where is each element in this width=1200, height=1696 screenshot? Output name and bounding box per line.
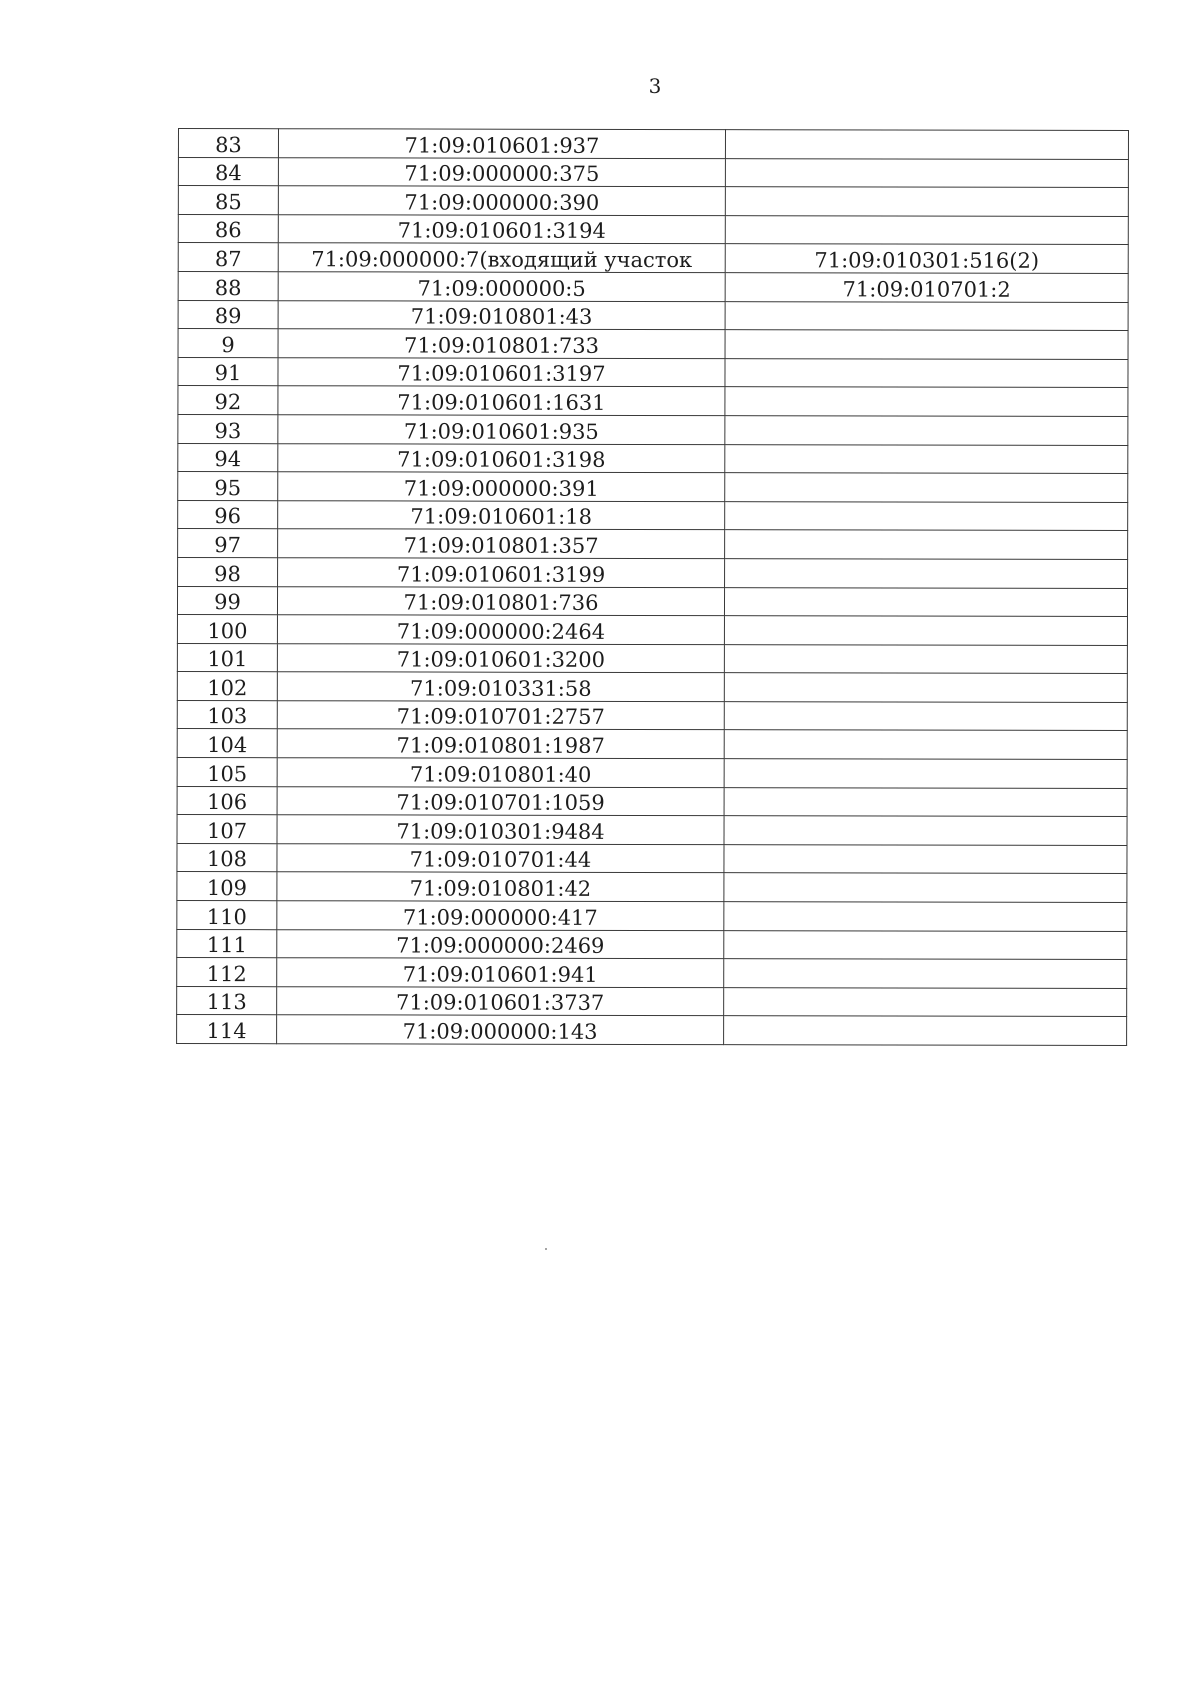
cadastral-number-cell: 71:09:010801:357 [278,529,725,559]
cadastral-number-cell: 71:09:000000:143 [277,1015,724,1045]
row-number-cell: 91 [178,357,278,386]
cadastral-number-cell: 71:09:010601:941 [277,958,724,988]
related-parcel-cell [724,844,1127,873]
related-parcel-cell [725,187,1128,216]
scan-speck [545,1248,547,1250]
row-number-cell: 111 [177,929,277,958]
cadastral-number-cell: 71:09:010331:58 [277,672,724,702]
cadastral-number-cell: 71:09:000000:375 [278,157,725,187]
table-body [177,129,1129,1046]
related-parcel-cell [724,1016,1127,1045]
row-number-cell: 94 [178,443,278,472]
related-parcel-cell [724,587,1127,616]
cadastral-number-cell: 71:09:000000:390 [278,186,725,216]
cadastral-number-cell: 71:09:010601:18 [278,500,725,530]
related-parcel-cell [725,559,1128,588]
row-number-cell: 99 [177,586,277,615]
row-number-cell: 84 [178,157,278,186]
row-number-cell: 92 [178,386,278,415]
related-parcel-cell [724,959,1127,988]
row-number-cell: 85 [178,186,278,215]
row-number-cell: 110 [177,901,277,930]
cadastral-number-cell: 71:09:010601:935 [278,415,725,445]
table-row [177,786,1127,817]
row-number-cell: 114 [177,1015,277,1044]
related-parcel-cell [724,987,1127,1016]
cadastral-number-cell: 71:09:010601:3197 [278,357,725,387]
cadastral-number-cell: 71:09:000000:2464 [277,615,724,645]
related-parcel-cell [725,130,1128,159]
cadastral-number-cell: 71:09:010601:1631 [278,386,725,416]
related-parcel-cell [724,730,1127,759]
related-parcel-cell [725,387,1128,416]
table-row [177,986,1127,1017]
table-row [177,901,1127,932]
related-parcel-cell [725,358,1128,387]
related-parcel-cell [724,787,1127,816]
table-row [177,958,1127,989]
related-parcel-cell [725,215,1128,244]
cadastral-number-cell: 71:09:010601:937 [278,129,725,159]
table-row [178,386,1128,417]
table-row [178,472,1128,503]
cadastral-number-cell: 71:09:010601:3199 [278,558,725,588]
row-number-cell: 102 [177,672,277,701]
cadastral-number-cell: 71:09:010801:736 [277,586,724,616]
table-row [178,186,1128,217]
table-row [178,214,1128,245]
row-number-cell: 107 [177,815,277,844]
table-row [178,500,1128,531]
row-number-cell: 98 [178,557,278,586]
table-row [178,271,1128,302]
cadastral-number-cell: 71:09:000000:5 [278,272,725,302]
table-row [178,129,1128,160]
cadastral-number-cell: 71:09:010301:9484 [277,815,724,845]
table-row [177,1015,1127,1046]
related-parcel-cell [724,873,1127,902]
related-parcel-cell [725,330,1128,359]
table-row [177,758,1127,789]
related-parcel-cell [725,158,1128,187]
related-parcel-cell [724,930,1127,959]
row-number-cell: 87 [178,243,278,272]
cadastral-number-cell: 71:09:010801:40 [277,758,724,788]
related-parcel-cell [724,616,1127,645]
table-row [178,414,1128,445]
related-parcel-cell: 71:09:010701:2 [725,273,1128,302]
cadastral-number-cell: 71:09:010601:3198 [278,443,725,473]
cadastral-number-cell: 71:09:010801:43 [278,300,725,330]
row-number-cell: 108 [177,843,277,872]
related-parcel-cell [725,473,1128,502]
row-number-cell: 112 [177,958,277,987]
related-parcel-cell [724,759,1127,788]
row-number-cell: 89 [178,300,278,329]
cadastral-number-cell: 71:09:010801:1987 [277,729,724,759]
row-number-cell: 95 [178,472,278,501]
row-number-cell: 105 [177,758,277,787]
cadastral-number-cell: 71:09:010701:44 [277,844,724,874]
cadastral-number-cell: 71:09:010601:3200 [277,643,724,673]
row-number-cell: 93 [178,414,278,443]
table-row [178,300,1128,331]
table-row [178,529,1128,560]
cadastral-number-cell: 71:09:000000:391 [278,472,725,502]
row-number-cell: 101 [177,643,277,672]
related-parcel-cell [724,702,1127,731]
row-number-cell: 9 [178,329,278,358]
table-row [177,843,1127,874]
related-parcel-cell: 71:09:010301:516(2) [725,244,1128,273]
cadastral-table [176,128,1129,1046]
table-row [178,329,1128,360]
cadastral-number-cell: 71:09:000000:417 [277,901,724,931]
related-parcel-cell [725,301,1128,330]
cadastral-number-cell: 71:09:000000:2469 [277,929,724,959]
table-row [177,929,1127,960]
cadastral-number-cell: 71:09:010701:1059 [277,786,724,816]
table-row [177,672,1127,703]
table-row [178,443,1128,474]
table-row [177,729,1127,760]
related-parcel-cell [725,530,1128,559]
row-number-cell: 109 [177,872,277,901]
page-number: 3 [648,74,662,98]
related-parcel-cell [724,644,1127,673]
table-row [177,643,1127,674]
row-number-cell: 83 [178,129,278,158]
related-parcel-cell [725,501,1128,530]
table-row [178,243,1128,274]
related-parcel-cell [725,416,1128,445]
row-number-cell: 96 [178,500,278,529]
row-number-cell: 86 [178,214,278,243]
table-row [177,615,1127,646]
table-row [178,357,1128,388]
table-row [178,557,1128,588]
cadastral-number-cell: 71:09:010701:2757 [277,701,724,731]
cadastral-number-cell: 71:09:010601:3194 [278,214,725,244]
row-number-cell: 113 [177,986,277,1015]
related-parcel-cell [725,444,1128,473]
row-number-cell: 97 [178,529,278,558]
row-number-cell: 100 [177,615,277,644]
table-row [177,815,1127,846]
table-row [177,586,1127,617]
table-row [178,157,1128,188]
cadastral-number-cell: 71:09:010601:3737 [277,987,724,1017]
related-parcel-cell [724,902,1127,931]
table-row [177,872,1127,903]
cadastral-number-cell: 71:09:010801:733 [278,329,725,359]
row-number-cell: 103 [177,700,277,729]
row-number-cell: 104 [177,729,277,758]
related-parcel-cell [724,673,1127,702]
cadastral-number-cell: 71:09:000000:7(входящий участок [278,243,725,273]
related-parcel-cell [724,816,1127,845]
row-number-cell: 88 [178,271,278,300]
row-number-cell: 106 [177,786,277,815]
cadastral-number-cell: 71:09:010801:42 [277,872,724,902]
table-row [177,700,1127,731]
